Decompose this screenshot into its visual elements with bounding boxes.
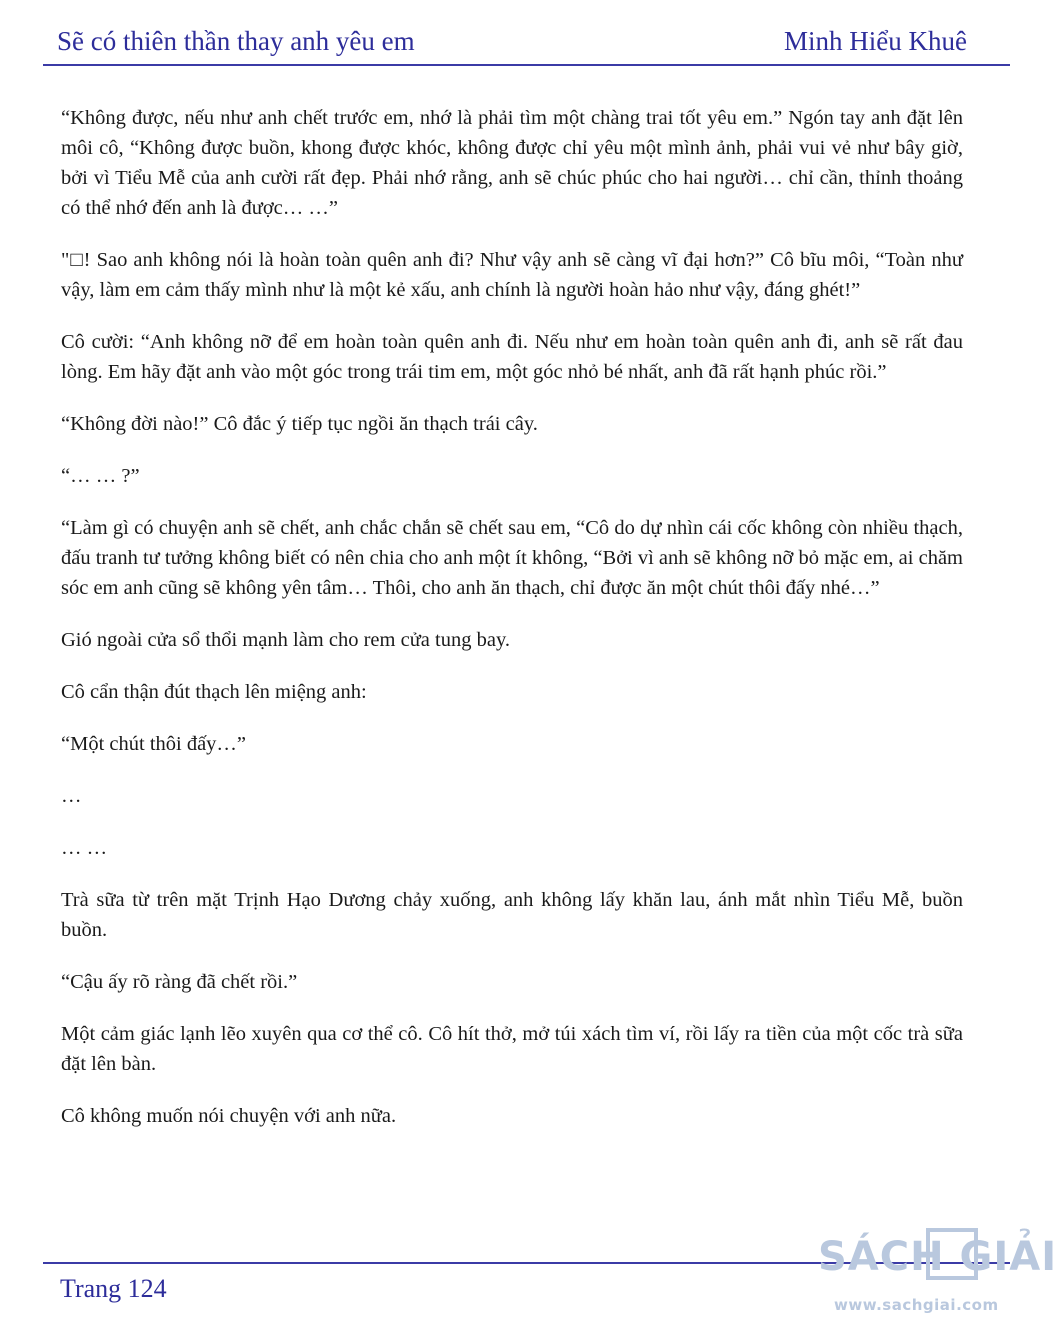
paragraph: “Không đời nào!” Cô đắc ý tiếp tục ngồi ăn thạch trái cây. <box>61 413 538 435</box>
paragraph: … <box>61 785 82 807</box>
watermark-url: www.sachgiai.com <box>834 1296 999 1314</box>
author-name: Minh Hiểu Khuê <box>784 26 967 56</box>
paragraph: “Cậu ấy rõ ràng đã chết rồi.” <box>61 971 298 993</box>
paragraph: Cô không muốn nói chuyện với anh nữa. <box>61 1105 397 1127</box>
paragraph: Trà sữa từ trên mặt Trịnh Hạo Dương chảy xuống, anh không lấy khăn lau, ánh mắt nhìn Tiểu Mễ, buồn buồn. <box>61 889 963 941</box>
paragraph: Cô cười: “Anh không nỡ để em hoàn toàn quên anh đi. Nếu như em hoàn toàn quên anh đi, anh sẽ rất đau lòng. Em hãy đặt anh vào một góc trong trái tim em, một góc nhỏ bé nhất, anh đã rất hạnh phúc rồi.” <box>61 331 963 383</box>
paragraph: Một cảm giác lạnh lẽo xuyên qua cơ thể cô. Cô hít thở, mở túi xách tìm ví, rồi lấy ra tiền của một cốc trà sữa đặt lên bàn. <box>61 1023 963 1075</box>
paragraph: “Làm gì có chuyện anh sẽ chết, anh chắc chắn sẽ chết sau em, “Cô do dự nhìn cái cốc không còn nhiều thạch, đấu tranh tư tưởng không biết có nên chia cho anh một ít không, “Bởi vì anh sẽ không nỡ bỏ mặc em, ai chăm sóc em anh cũng sẽ không yên tâm… Thôi, cho anh ăn thạch, chỉ được ăn một chút thôi đấy nhé…” <box>61 517 963 599</box>
page-header <box>57 26 967 62</box>
paragraph: Gió ngoài cửa sổ thổi mạnh làm cho rem cửa tung bay. <box>61 629 510 651</box>
header-divider <box>43 64 1010 66</box>
paragraph: "□! Sao anh không nói là hoàn toàn quên anh đi? Như vậy anh sẽ càng vĩ đại hơn?” Cô bĩu môi, “Toàn như vậy, làm em cảm thấy mình như là một kẻ xấu, anh chính là người hoàn hảo như vậy, đáng ghét!” <box>61 249 963 301</box>
paragraph: “Một chút thôi đấy…” <box>61 733 247 755</box>
paragraph: “Không được, nếu như anh chết trước em, nhớ là phải tìm một chàng trai tốt yêu em.” Ngón tay anh đặt lên môi cô, “Không được buồn, khong được khóc, không được chỉ yêu một mình ảnh, phải vui vẻ như bây giờ, bởi vì Tiểu Mễ của anh cười rất đẹp. Phải nhớ rằng, anh sẽ chúc phúc cho hai người… chỉ cần, thỉnh thoảng có thể nhớ đến anh là được… …” <box>61 107 963 219</box>
paragraph: “… … ?” <box>61 465 140 487</box>
watermark-text: SÁCH GIẢI <box>818 1234 1057 1280</box>
page-body <box>61 103 963 1153</box>
book-title: Sẽ có thiên thần thay anh yêu em <box>57 26 415 56</box>
paragraph: Cô cẩn thận đút thạch lên miệng anh: <box>61 681 367 703</box>
page-number: Trang 124 <box>60 1274 167 1303</box>
paragraph: … … <box>61 837 108 859</box>
watermark-logo <box>818 1224 1057 1324</box>
